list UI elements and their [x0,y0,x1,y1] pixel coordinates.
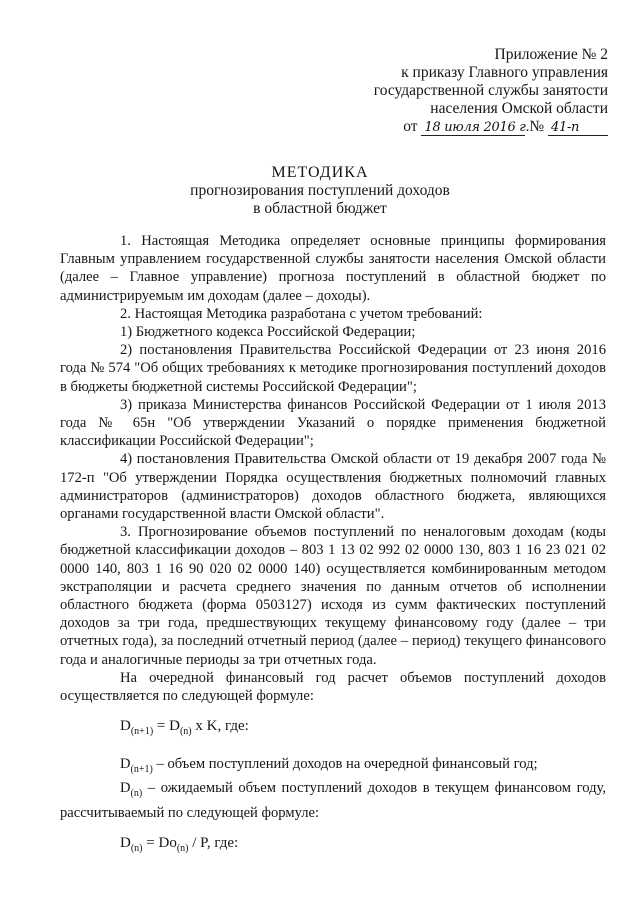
document-body [60,232,606,872]
paragraph-4: На очередной финансовый год расчет объемов поступлений доходов осуществляется по следующей формуле: [60,669,606,705]
paragraph-1: 1. Настоящая Методика определяет основные принципы формирования Главным управлением государственной службы занятости населения Омской области (далее – Главное управление) прогноза поступлений в областной бюджет по администрируемым им доходам (далее – доходы). [60,233,606,304]
definition-current-year [60,779,606,821]
formula1-rhs: D [169,718,180,735]
formula1-eq: = [153,718,170,735]
formula1-tail: x K, где: [191,718,249,735]
region-name: населения Омской области [430,100,608,117]
handwritten-number [548,120,608,136]
department-name: государственной службы занятости [373,82,608,99]
page-title: МЕТОДИКА [271,164,369,181]
paragraph-2-item-2: 2) постановления Правительства Российской Федерации от 23 июня 2016 года № 574 "Об общих требованиях к методике прогнозирования поступлений доходов в бюджеты бюджетной системы Российской Федерации"; [60,342,606,395]
handwritten-date-text: 18 июля 2016 г. [424,120,530,135]
formula2-rhs-sub: (n) [176,842,189,854]
def1-text: – объем поступлений доходов на очередной финансовый год; [152,756,538,773]
formula2-lhs: D [120,834,131,851]
def2-text: – ожидаемый объем поступлений доходов в текущем финансовом году, рассчитываемый по следующей формуле: [60,780,606,821]
definition-next-year [60,755,606,779]
date-prefix: от [403,118,418,135]
def1-sym-sub: (n+1) [130,764,153,776]
formula1-lhs: D [120,718,131,735]
paragraph-2-item-3: 3) приказа Министерства финансов Российской Федерации от 1 июля 2013 года № 65н "Об утверждении Указаний о порядке применения бюджетной классификации Российской Федерации"; [60,396,606,450]
subtitle-line-1: прогнозирования поступлений доходов [190,182,450,199]
subtitle-line-2: в областной бюджет [253,200,387,217]
formula-expected [60,834,606,858]
formula2-tail: / P, где: [188,834,239,851]
attachment-header [318,46,608,136]
order-reference: к приказу Главного управления [401,64,608,81]
def1-symbol [120,756,153,776]
formula2-eq: = [142,834,159,851]
document-title [0,164,640,218]
formula1-lhs-sub: (n+1) [130,726,154,738]
number-prefix: № [529,118,545,135]
order-date-number [403,118,608,136]
def2-sym-letter: D [120,780,131,797]
handwritten-date [421,120,530,136]
handwritten-number-text: 41-п [551,120,580,135]
paragraph-2: 2. Настоящая Методика разработана с учетом требований: [120,305,483,322]
formula1-rhs-sub: (n) [179,726,192,738]
formula-forecast [60,717,606,741]
def2-sym-sub: (n) [130,788,143,800]
paragraph-3: 3. Прогнозирование объемов поступлений по неналоговым доходам (коды бюджетной классификации доходов – 803 1 13 02 992 02 0000 130, 803 1 16 23 021 02 0000 140, 803 1 16 90 020 02 0000 140) осуществляется комбинированным методом экстраполяции и расчета среднего значения по данным отчетов об исполнении областного бюджета (форма 0503127) исходя из сумм фактических поступлений доходов за три года, предшествующих текущему финансовому году (далее – три отчетных года), за последний отчетный период (далее – период) текущего финансового года и аналогичные периоды за три отчетных года. [60,524,606,668]
def2-symbol [120,780,143,800]
attachment-number: Приложение № 2 [494,46,608,63]
formula2-lhs-sub: (n) [130,842,143,854]
def1-sym-letter: D [120,756,131,773]
formula2-rhs: Do [158,834,177,851]
paragraph-2-item-4: 4) постановления Правительства Омской области от 19 декабря 2007 года № 172-п "Об утверждении Порядка осуществления бюджетных полномочий главных администраторов (администраторов) доходов областного бюджета, являющихся органами государственной власти Омской области". [60,451,606,523]
paragraph-2-item-1: 1) Бюджетного кодекса Российской Федерации; [120,324,416,341]
